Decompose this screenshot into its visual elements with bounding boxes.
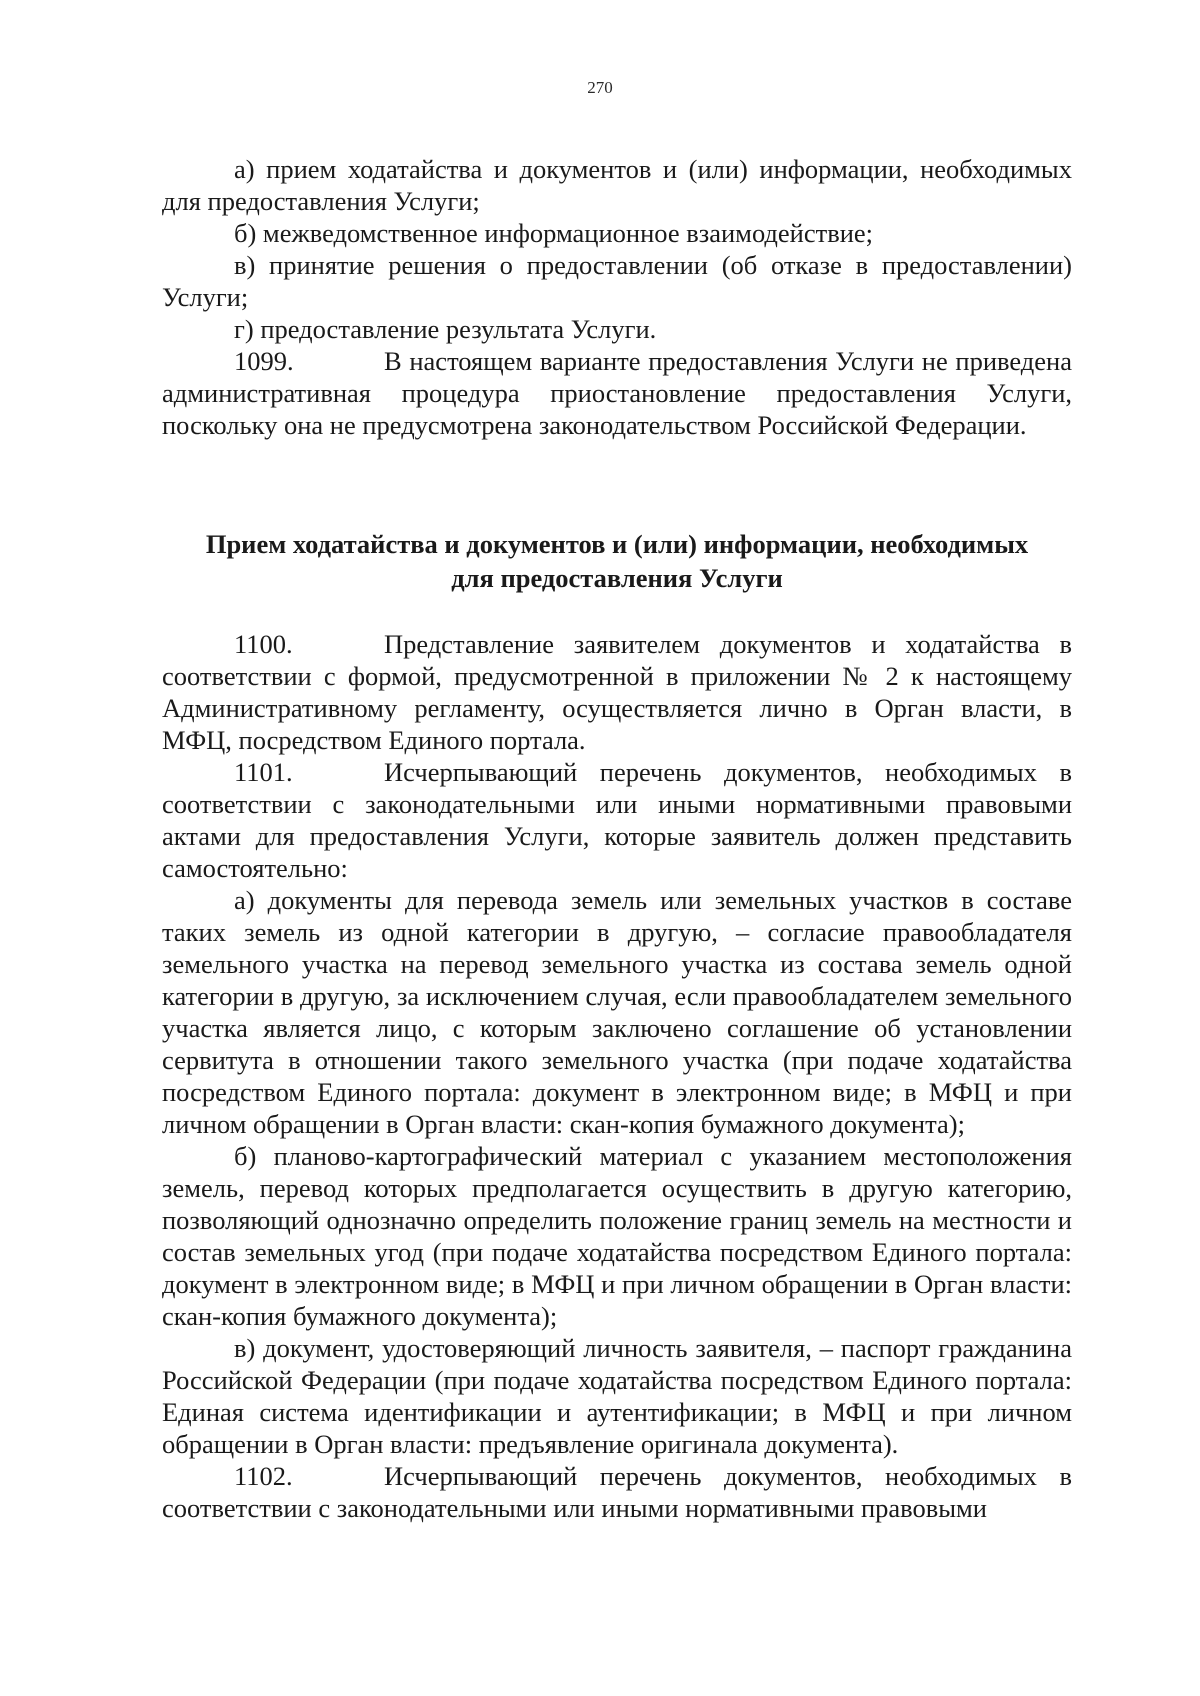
paragraph-number: 1099. bbox=[234, 346, 294, 376]
page-number: 270 bbox=[587, 78, 613, 97]
list-item-c: в) документ, удостоверяющий личность заявителя, – паспорт гражданина Российской Федерации (при подаче ходатайства посредством Единого портала: Единая система идентификации и аутентификации; в МФЦ и при личном обращении в Орган власти: предъявление оригинала документа). bbox=[162, 1333, 1072, 1459]
heading-line-1: Прием ходатайства и документов и (или) информации, необходимых bbox=[205, 529, 1029, 559]
list-item-b: б) межведомственное информационное взаимодействие; bbox=[234, 218, 874, 248]
paragraph-text: В настоящем варианте предоставления Услуги не приведена административная процедура приостановление предоставления Услуги, поскольку она не предусмотрена законодательством Российской Федерации. bbox=[162, 346, 1072, 440]
list-item-d: г) предоставление результата Услуги. bbox=[234, 314, 657, 344]
paragraph-text: Исчерпывающий перечень документов, необходимых в соответствии с законодательными или иными нормативными правовыми актами для предоставления Услуги, которые заявитель должен представить самостоятельно: bbox=[162, 757, 1072, 883]
paragraph-1100 bbox=[162, 628, 1072, 756]
paragraph-number: 1100. bbox=[234, 629, 293, 659]
section-body bbox=[162, 628, 1072, 1524]
paragraph-number: 1102. bbox=[234, 1461, 293, 1491]
paragraph-text: Исчерпывающий перечень документов, необходимых в соответствии с законодательными или иными нормативными правовыми bbox=[162, 1461, 1072, 1523]
paragraph-1102 bbox=[162, 1460, 1072, 1524]
paragraph-text: Представление заявителем документов и ходатайства в соответствии с формой, предусмотренной в приложении № 2 к настоящему Административному регламенту, осуществляется лично в Орган власти, в МФЦ, посредством Единого портала. bbox=[162, 629, 1072, 755]
paragraph-number: 1101. bbox=[234, 757, 293, 787]
list-item-a: а) прием ходатайства и документов и (или) информации, необходимых для предоставления Услуги; bbox=[162, 154, 1072, 216]
list-item-a: а) документы для перевода земель или земельных участков в составе таких земель из одной категории в другую, – согласие правообладателя земельного участка на перевод земельного участка из состава земель одной категории в другую, за исключением случая, если правообладателем земельного участка является лицо, с которым заключено соглашение об установлении сервитута в отношении такого земельного участка (при подаче ходатайства посредством Единого портала: документ в электронном виде; в МФЦ и при личном обращении в Орган власти: скан-копия бумажного документа); bbox=[162, 885, 1072, 1139]
list-item-c: в) принятие решения о предоставлении (об отказе в предоставлении) Услуги; bbox=[162, 250, 1072, 312]
procedures-list bbox=[162, 153, 1072, 441]
heading-line-2: для предоставления Услуги bbox=[451, 563, 783, 593]
paragraph-1101 bbox=[162, 756, 1072, 884]
section-heading bbox=[162, 527, 1072, 595]
list-item-b: б) планово-картографический материал с указанием местоположения земель, перевод которых предполагается осуществить в другую категорию, позволяющий однозначно определить положение границ земель на местности и состав земельных угод (при подаче ходатайства посредством Единого портала: документ в электронном виде; в МФЦ и при личном обращении в Орган власти: скан-копия бумажного документа); bbox=[162, 1141, 1072, 1331]
paragraph-1099 bbox=[162, 345, 1072, 441]
